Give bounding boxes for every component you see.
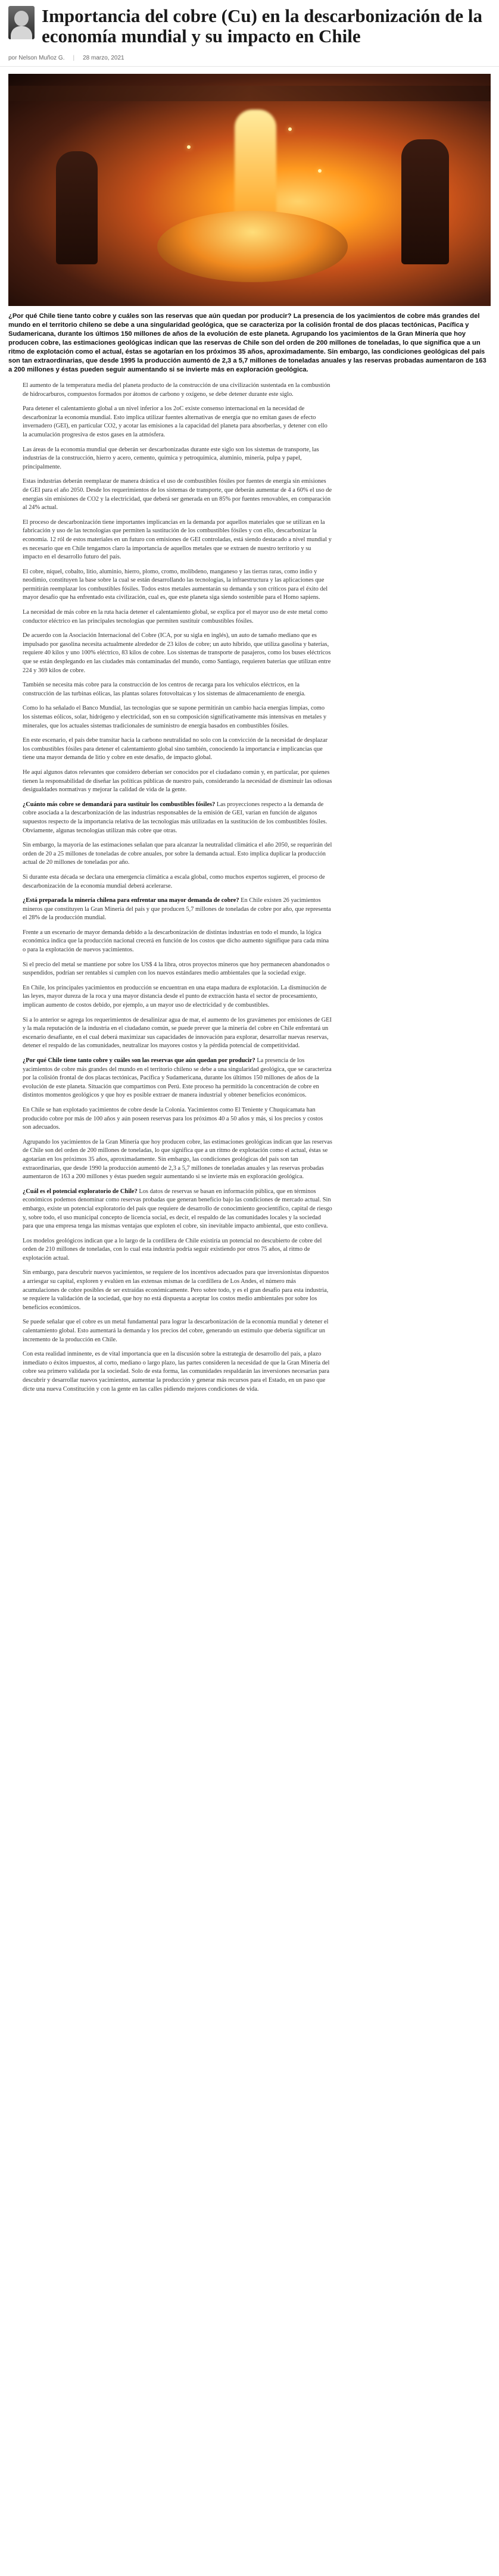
article-paragraph <box>23 1016 332 1051</box>
paragraph-text: Para detener el calentamiento global a un nivel inferior a los 2oC existe consenso internacional en la necesidad de descarbonizar la economía mundial. Esto implica utilizar fuentes alternativas de energía que no emitan gases de efecto invernadero (GEI), en particular CO2, y acotar las emisiones a la capacidad del planeta para absorberlas, y detener con ello la acumulación progresiva de estos gases en la atmósfera. <box>23 405 328 438</box>
paragraph-text: Las proyecciones respecto a la demanda de cobre asociada a la descarbonización de las industrias responsables de la emisión de GEI, varían en función de algunos supuestos respecto de la importancia relativa de las tecnologías más utilizadas en la sustitución de los combustibles fósiles. Obviamente, algunas tecnologías utilizan más cobre que otras. <box>23 801 328 834</box>
paragraph-text: Sin embargo, la mayoría de las estimaciones señalan que para alcanzar la neutralidad climática el año 2050, se requerirán del orden de 20 a 25 millones de toneladas de cobre anuales, por sobre la demanda actual. Esto implica duplicar la producción actual de 20 millones de toneladas por año. <box>23 842 332 866</box>
article-paragraph <box>23 1318 332 1344</box>
paragraph-text: Con esta realidad inminente, es de vital importancia que en la discusión sobre la estrategia de desarrollo del país, a plazo inmediato o éxitos impuestos, al corto, mediano o largo plazo, las partes consideren la necesidad de que la Gran Minería del cobre sea primero validada por la sociedad. Solo de esta forma, las comunidades respaldarán las inversiones necesarias para descubrir y desarrollar nuevos yacimientos, aumentar la producción y generar más recursos para el Estado, en un paso que dicte una nueva Constitución y con la gente en las calles pidiendo mejores condiciones de vida. <box>23 1351 330 1392</box>
article-paragraph <box>23 961 332 978</box>
hero-spark <box>288 127 292 131</box>
publish-date: 28 marzo, 2021 <box>83 55 124 61</box>
article-paragraph <box>23 1188 332 1231</box>
paragraph-text: Los modelos geológicos indican que a lo largo de la cordillera de Chile existiría un potencial no descubierto de cobre del orden de 210 millones de toneladas, con lo cual esta industria podría seguir existiendo por otros 75 años, al ritmo de explotación actual. <box>23 1237 322 1262</box>
paragraph-text: Se puede señalar que el cobre es un metal fundamental para lograr la descarbonización de la economía mundial y detener el calentamiento global. Esto aumentará la demanda y los precios del cobre, generando un estímulo que debería significar un incremento de la producción en Chile. <box>23 1319 329 1343</box>
article-paragraph <box>23 873 332 891</box>
article-paragraph <box>23 477 332 512</box>
article-paragraph <box>23 1237 332 1263</box>
paragraph-text: El proceso de descarbonización tiene importantes implicancias en la demanda por aquellos materiales que se utilizan en la fabricación y uso de las tecnologías que permiten la sustitución de los combustibles fósiles y con ello, descarbonizar la economía. 12 ról de estos materiales en un futuro con emisiones de GEI controladas, está siendo destacado a nivel mundial y es necesario que en Chile tengamos claro la importancia de aquellos metales que se extraen de nuestro territorio y su impacto en el desarrollo futuro del país. <box>23 519 332 561</box>
paragraph-text: En Chile existen 26 yacimientos mineros que constituyen la Gran Minería del país y que producen 5,7 millones de toneladas de cobre por año, que representa el 28% de la producción mundial. <box>23 897 331 922</box>
paragraph-text: Los datos de reservas se basan en información pública, que en términos económicos podemos denominar como reservas probadas que generan beneficio bajo las condiciones de mercado actual. Sin embargo, existe un potencial exploratorio del país que requiere de desarrollo de conocimiento geocientífico, capital de riesgo y, sobre todo, el uso municipal concepto de licencia social, es decir, el respaldo de las comunidades locales y la sociedad para que una empresa tenga las mismas ventajas que exploten el cobre, sin inevitable impacto ambiental, que esto conlleva. <box>23 1188 332 1230</box>
paragraph-text: Las áreas de la economía mundial que deberán ser descarbonizadas durante este siglo son los sistemas de transporte, las industrias de la construcción, hierro y acero, cemento, química y petroquímica, aluminio, minería, pulpa y papel, principalmente. <box>23 446 319 470</box>
article-lead: ¿Por qué Chile tiene tanto cobre y cuáles son las reservas que aún quedan por producir? La presencia de los yacimientos de cobre más grandes del mundo en el territorio chileno se debe a una singularidad geológica, que se caracteriza por la colisión frontal de dos placas tectónicas, Pacífica y Sudamericana, durante los últimos 150 millones de años de la evolución de este planeta. Agrupando los yacimientos de la Gran Minería que hoy producen cobre, las estimaciones geológicas indican que las reservas de Chile son del orden de 200 millones de toneladas, lo que significa que a un ritmo de explotación como el actual, éstas se agotarían en los próximos 35 años, aproximadamente. Sin embargo, las condiciones geológicas del país son tan extraordinarias, que desde 1995 la producción aumentó de 2,3 a 5,7 millones de toneladas anuales y las reservas probadas aumentaron de 163 a 200 millones y éstas pueden seguir aumentando si se invierte más en exploración geológica. <box>8 313 486 373</box>
article-paragraph <box>23 704 332 730</box>
article-paragraph <box>23 608 332 626</box>
article-title: Importancia del cobre (Cu) en la descarbonización de la economía mundial y su impacto en Chile <box>42 5 482 46</box>
article-paragraph <box>23 446 332 472</box>
article-paragraph <box>23 929 332 955</box>
hero-spark <box>187 145 191 149</box>
article-paragraph <box>23 1106 332 1132</box>
paragraph-text: La presencia de los yacimientos de cobre más grandes del mundo en el territorio chileno se debe a una singularidad geológica, que se caracteriza por la colisión frontal de dos placas tectónicas, Pacífica y Sudamericana, durante los últimos 150 millones de años de la evolución de este planeta. Situación que compartimos con Perú. Este proceso ha permitido la concentración de cobre en distintos momentos geológicos y que hoy es posible extraer de manera industrial y obtener beneficios económicos. <box>23 1057 332 1099</box>
paragraph-text: He aquí algunos datos relevantes que considero deberían ser conocidos por el ciudadano común y, en particular, por quienes tienen la responsabilidad de diseñar las políticas públicas de nuestro país, considerando la necesidad de disminuir las odiosas desigualdades normativas y mejorar la calidad de vida de la gente. <box>23 769 332 794</box>
article-paragraph <box>23 1138 332 1182</box>
article-paragraph <box>23 841 332 867</box>
article-paragraph <box>23 632 332 675</box>
article-body <box>23 382 332 1394</box>
article-paragraph <box>23 382 332 399</box>
paragraph-question: ¿Por qué Chile tiene tanto cobre y cuáles son las reservas que aún quedan por producir? <box>23 1057 255 1064</box>
hero-spark <box>318 169 322 173</box>
paragraph-text: Como lo ha señalado el Banco Mundial, las tecnologías que se supone permitirán un cambio hacia energías limpias, como los sistemas eólicos, solar, hidrógeno y electricidad, son en su composición significativamente más intensivas en metales y minerales, que los actuales sistemas tradicionales de suministro de energía basados en combustibles fósiles. <box>23 705 327 729</box>
author-name[interactable]: por Nelson Muñoz G. <box>8 55 65 61</box>
paragraph-text: La necesidad de más cobre en la ruta hacia detener el calentamiento global, se explica por el mayor uso de este metal como conductor eléctrico en las principales tecnologías que permiten sustituir combustibles fósiles. <box>23 609 328 625</box>
article-paragraph <box>23 1269 332 1312</box>
article-paragraph <box>23 769 332 795</box>
hero-image <box>8 74 491 306</box>
paragraph-text: Sin embargo, para descubrir nuevos yacimientos, se requiere de los incentivos adecuados para que inversionistas dispuestos a arriesgar su capital, exploren y evalúen en las extensas mismas de la cordillera de Los Andes, el número más acumulaciones de cobre posibles de ser extraídas económicamente. Pero sobre todo, y es el gran desafío para esta industria, se requiere la validación de la sociedad, que hoy no está dispuesta a aceptar los costos medio ambientales por sobre los beneficios económicos. <box>23 1269 329 1311</box>
paragraph-text: Si a lo anterior se agrega los requerimientos de desalinizar agua de mar, el aumento de los gravámenes por emisiones de GEI y la mala reputación de la industria en el ciudadano común, se puede prever que la minería del cobre en Chile enfrentará un escenario desafiante, en el cual deberá maximizar sus capacidades de innovación para explorar, desarrollar nuevas reservas, detener el respaldo de las comunidades, neutralizar los mayores costos y la pérdida potencial de competitividad. <box>23 1016 332 1050</box>
meta-separator: | <box>73 55 75 61</box>
author-avatar <box>8 6 35 39</box>
article-paragraph <box>23 984 332 1010</box>
paragraph-text: Estas industrias deberán reemplazar de manera drástica el uso de combustibles fósiles por fuentes de energía sin emisiones de GEI para el año 2050. Desde los requerimientos de los sistemas de transporte, que deberán aumentar de 4 a 60% el uso de energías sin emisiones de CO2 y la electricidad, que deberá ser generada en un 85% por fuentes renovables, en comparación al 24% actual. <box>23 478 332 511</box>
paragraph-text: Si durante esta década se declara una emergencia climática a escala global, como muchos expertos sugieren, el proceso de descarbonización de la economía mundial deberá acelerarse. <box>23 873 325 889</box>
hero-worker-right <box>401 139 449 264</box>
article-paragraph <box>23 1057 332 1100</box>
hero-molten-ladle <box>157 211 348 282</box>
paragraph-text: También se necesita más cobre para la construcción de los centros de recarga para los vehículos eléctricos, en la construcción de las turbinas eólicas, las plantas solares fotovoltaicas y los sistemas de almacenamiento de energía. <box>23 682 306 697</box>
paragraph-question: ¿Cuál es el potencial exploratorio de Chile? <box>23 1188 138 1195</box>
paragraph-text: En Chile, los principales yacimientos en producción se encuentran en una etapa madura de explotación. La disminución de las leyes, mayor dureza de la roca y una mayor distancia desde el punto de extracción hasta el sector de procesamiento, implican aumento de costos debido, por ejemplo, a un mayor uso de electricidad y de combustibles. <box>23 984 327 1009</box>
paragraph-text: En este escenario, el país debe transitar hacia la carbono neutralidad no solo con la convicción de la necesidad de desplazar los combustibles fósiles para detener el calentamiento global sino también, conociendo la importancia e implicancias que tiene una mayor demanda de litio y cobre en este desafío, de impacto global. <box>23 737 328 761</box>
hero-worker-left <box>56 151 98 264</box>
hero-beam <box>8 86 491 101</box>
paragraph-text: De acuerdo con la Asociación Internacional del Cobre (ICA, por su sigla en inglés), un auto de tamaño mediano que es impulsado por gasolina necesita actualmente alrededor de 23 kilos de cobre; un auto híbrido, que utiliza gasolina y baterías, requiere 40 kilos y uno 100% eléctrico, 83 kilos de cobre. Los sistemas de transporte de pasajeros, como los buses eléctricos que se están desplegando en las ciudades más contaminadas del mundo, como Santiago, requieren baterías que utilizan entre 224 y 369 kilos de cobre. <box>23 632 331 674</box>
paragraph-question: ¿Cuánto más cobre se demandará para sustituir los combustibles fósiles? <box>23 801 216 808</box>
article-meta <box>0 49 499 67</box>
article-paragraph <box>23 681 332 698</box>
paragraph-text: Frente a un escenario de mayor demanda debido a la descarbonización de distintas industrias en todo el mundo, la lógica económica indica que la producción nacional crecerá en función de los costos que dicho aumento signifique para cada mina o para la explotación de nuevos yacimientos. <box>23 929 329 954</box>
article-paragraph <box>23 736 332 763</box>
article-paragraph <box>23 568 332 602</box>
paragraph-text: En Chile se han explotado yacimientos de cobre desde la Colonia. Yacimientos como El Teniente y Chuquicamata han producido cobre por más de 100 años y aún poseen reservas para los próximos 40 a 50 años y más, si los precios y costos son adecuados. <box>23 1106 323 1131</box>
paragraph-text: Si el precio del metal se mantiene por sobre los US$ 4 la libra, otros proyectos mineros que hoy permanecen abandonados o suspendidos, podrían ser rentables si cumplen con los nuevos estándares medio ambientales que la sociedad exige. <box>23 961 330 977</box>
article-paragraph <box>23 801 332 835</box>
paragraph-text: Agrupando los yacimientos de la Gran Minería que hoy producen cobre, las estimaciones geológicas indican que las reservas de Chile son del orden de 200 millones de toneladas, lo que significa que a un ritmo de explotación como el actual, éstas se agotarían en los próximos 35 años, aproximadamente. Sin embargo, las condiciones geológicas del país son tan extraordinarias, que desde 1990 la producción aumentó de 2,3 a 5,7 millones de toneladas anuales y las reservas probadas aumentaron de 163 a 200 millones y éstas pueden seguir aumentando si se invierte más en exploración geológica. <box>23 1138 332 1181</box>
article-paragraph <box>23 519 332 562</box>
paragraph-text: El aumento de la temperatura media del planeta producto de la construcción de una civilización sustentada en la combustión de hidrocarburos, compuestos formados por átomos de carbono y oxígeno, se debe detener durante este siglo. <box>23 382 330 398</box>
paragraph-text: El cobre, níquel, cobalto, litio, aluminio, hierro, plomo, cromo, molibdeno, manganeso y las tierras raras, como indio y neodimio, constituyen la base sobre la cual se están desarrollando las tecnologías, la infraestructura y las aplicaciones que permitirán reemplazar los combustibles fósiles. Todos estos metales aumentarán su demanda y son críticos para el éxito del mayor desafío que ha enfrentado esta civilización, cual es, que este planeta siga siendo sostenible para el Homo sapiens. <box>23 568 328 601</box>
paragraph-question: ¿Está preparada la minería chilena para enfrentar una mayor demanda de cobre? <box>23 897 239 904</box>
article-header <box>0 0 499 49</box>
article-paragraph <box>23 897 332 923</box>
article-paragraph <box>23 1350 332 1394</box>
article-paragraph <box>23 405 332 439</box>
